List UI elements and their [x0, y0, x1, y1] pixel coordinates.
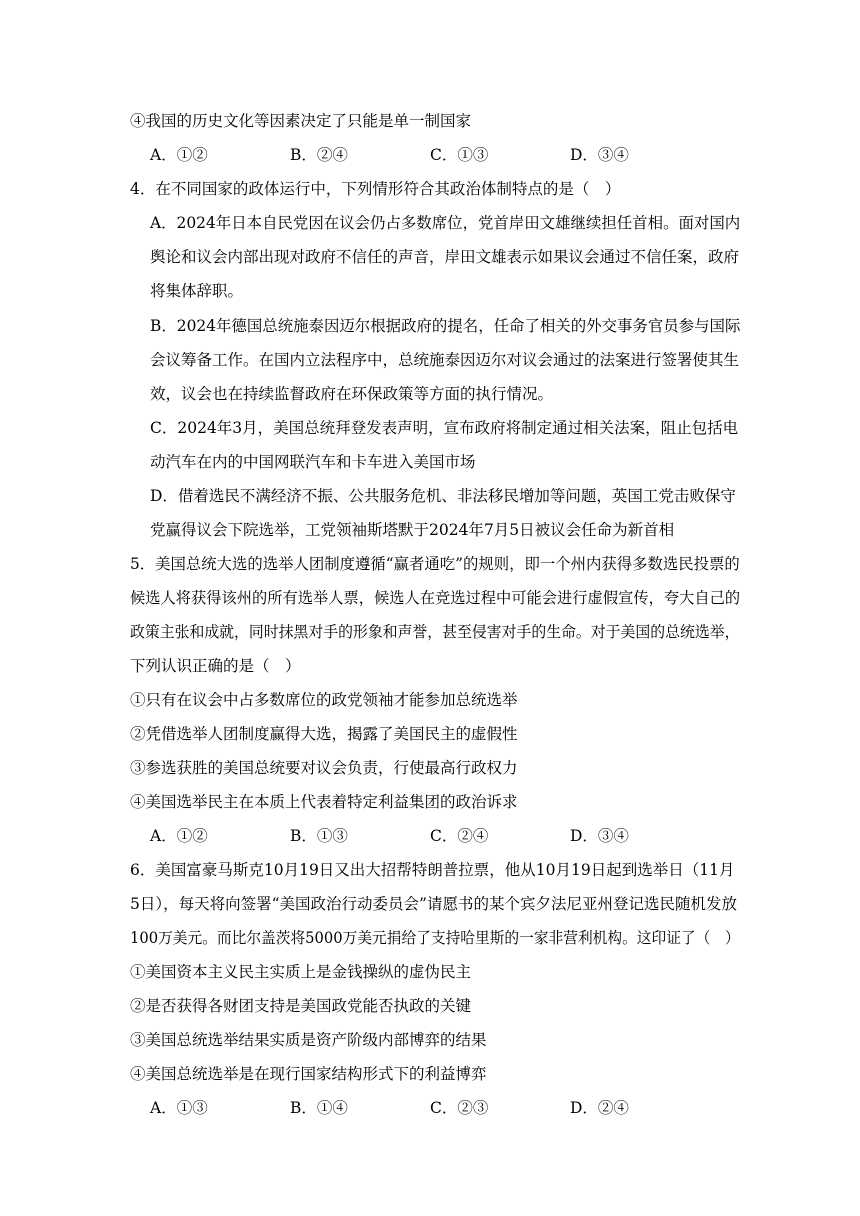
q5-options	[150, 826, 710, 846]
q4-option-d-line-2: 党赢得议会下院选举，工党领袖斯塔默于2024年7月5日被议会任命为新首相	[150, 521, 675, 539]
q3-option-c[interactable]: C．①③	[430, 146, 489, 164]
q5-option-b[interactable]: B．①③	[290, 827, 348, 845]
q5-item-1: ①只有在议会中占多数席位的政党领袖才能参加总统选举	[130, 691, 518, 709]
q4-option-d-line-1[interactable]: D．借着选民不满经济不振、公共服务危机、非法移民增加等问题，英国工党击败保守	[150, 487, 736, 505]
q5-stem-line-3: 政策主张和成就，同时抹黑对手的形象和声誉，甚至侵害对手的生命。对于美国的总统选举，	[130, 623, 740, 641]
q3-item-4: ④我国的历史文化等因素决定了只能是单一制国家	[130, 112, 472, 130]
q4-option-a-line-3: 将集体辞职。	[150, 282, 244, 300]
q6-options	[150, 1098, 710, 1118]
q5-item-3: ③参选获胜的美国总统要对议会负责，行使最高行政权力	[130, 759, 518, 777]
q6-item-3: ③美国总统选举结果实质是资产阶级内部博弈的结果	[130, 1031, 487, 1049]
q3-option-d[interactable]: D．③④	[570, 146, 629, 164]
q3-options	[150, 145, 710, 165]
q5-stem-line-4: 下列认识正确的是（ ）	[130, 657, 301, 675]
q6-stem-line-1: 6．美国富豪马斯克10月19日又出大招帮特朗普拉票，他从10月19日起到选举日（11月	[130, 861, 735, 879]
q4-option-c-line-1[interactable]: C．2024年3月，美国总统拜登发表声明，宣布政府将制定通过相关法案，阻止包括电	[150, 419, 739, 437]
q5-option-d[interactable]: D．③④	[570, 827, 629, 845]
q6-item-1: ①美国资本主义民主实质上是金钱操纵的虚伪民主	[130, 963, 472, 981]
q6-option-c[interactable]: C．②③	[430, 1099, 489, 1117]
q6-stem-line-3: 100万美元。而比尔盖茨将5000万美元捐给了支持哈里斯的一家非营利机构。这印证了（ ）	[130, 929, 740, 947]
q5-option-c[interactable]: C．②④	[430, 827, 489, 845]
q5-stem-line-2: 候选人将获得该州的所有选举人票，候选人在竞选过程中可能会进行虚假宣传，夸大自己的	[130, 589, 741, 607]
q6-stem-line-2: 5日），每天将向签署“美国政治行动委员会”请愿书的某个宾夕法尼亚州登记选民随机发放	[130, 895, 737, 913]
q4-option-c-line-2: 动汽车在内的中国网联汽车和卡车进入美国市场	[150, 453, 476, 471]
q4-option-b-line-3: 效，议会也在持续监督政府在环保政策等方面的执行情况。	[150, 385, 554, 403]
q4-option-b-line-2: 会议筹备工作。在国内立法程序中，总统施泰因迈尔对议会通过的法案进行签署使其生	[150, 351, 740, 369]
q3-option-b[interactable]: B．②④	[290, 146, 348, 164]
q4-option-a-line-2: 舆论和议会内部出现对政府不信任的声音，岸田文雄表示如果议会通过不信任案，政府	[150, 248, 740, 266]
q4-option-a-line-1[interactable]: A．2024年日本自民党因在议会仍占多数席位，党首岸田文雄继续担任首相。面对国内	[150, 214, 741, 232]
q6-option-a[interactable]: A．①③	[150, 1099, 208, 1117]
q4-stem: 4．在不同国家的政体运行中，下列情形符合其政治体制特点的是（ ）	[130, 180, 621, 198]
q6-item-2: ②是否获得各财团支持是美国政党能否执政的关键	[130, 997, 472, 1015]
q5-item-2: ②凭借选举人团制度赢得大选，揭露了美国民主的虚假性	[130, 725, 518, 743]
q6-option-b[interactable]: B．①④	[290, 1099, 348, 1117]
q5-option-a[interactable]: A．①②	[150, 827, 208, 845]
q6-option-d[interactable]: D．②④	[570, 1099, 629, 1117]
q4-option-b-line-1[interactable]: B．2024年德国总统施泰因迈尔根据政府的提名，任命了相关的外交事务官员参与国际	[150, 317, 741, 335]
q5-item-4: ④美国选举民主在本质上代表着特定利益集团的政治诉求	[130, 793, 518, 811]
q3-option-a[interactable]: A．①②	[150, 146, 208, 164]
q6-item-4: ④美国总统选举是在现行国家结构形式下的利益博弈	[130, 1065, 487, 1083]
q5-stem-line-1: 5．美国总统大选的选举人团制度遵循“赢者通吃”的规则，即一个州内获得多数选民投票的	[130, 555, 740, 573]
